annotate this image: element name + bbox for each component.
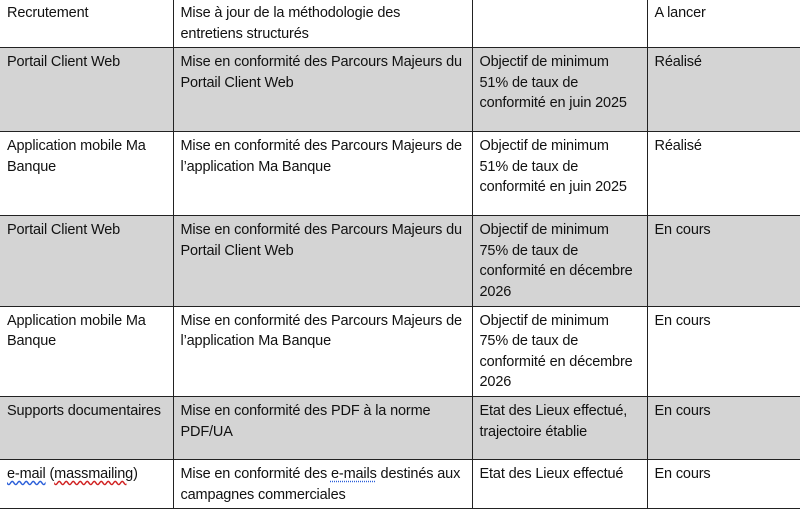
spellcheck-word: massmailing [54, 465, 134, 482]
status-cell: Réalisé [647, 132, 800, 216]
table-row [0, 48, 800, 132]
project-cell: Recrutement [0, 0, 173, 48]
action-cell: Mise en conformité des PDF à la norme PDF/UA [173, 396, 472, 459]
objective-cell: Objectif de minimum 51% de taux de conformité en juin 2025 [472, 132, 647, 216]
cell-text: ( [45, 465, 55, 482]
objective-cell: Objectif de minimum 75% de taux de conformité en décembre 2026 [472, 216, 647, 306]
table-row [0, 0, 800, 48]
action-cell: Mise en conformité des Parcours Majeurs de l’application Ma Banque [173, 306, 472, 396]
table-row [0, 216, 800, 306]
objective-cell: Etat des Lieux effectué, trajectoire établie [472, 396, 647, 459]
project-cell: Portail Client Web [0, 48, 173, 132]
cell-text: ) [133, 465, 138, 482]
status-cell: Réalisé [647, 48, 800, 132]
table-row [0, 132, 800, 216]
objective-cell: Etat des Lieux effectué [472, 459, 647, 508]
action-cell: Mise à jour de la méthodologie des entretiens structurés [173, 0, 472, 48]
status-cell: En cours [647, 216, 800, 306]
project-cell: Application mobile Ma Banque [0, 306, 173, 396]
objective-cell [472, 0, 647, 48]
spellcheck-word: e-mail [7, 465, 46, 482]
project-cell: Supports documentaires [0, 396, 173, 459]
table-row [0, 459, 800, 508]
table-row [0, 396, 800, 459]
project-cell [0, 459, 173, 508]
cell-text: Mise en conformité des [180, 465, 331, 482]
action-cell [173, 459, 472, 508]
status-cell: En cours [647, 396, 800, 459]
action-cell: Mise en conformité des Parcours Majeurs du Portail Client Web [173, 48, 472, 132]
cell-text: destinés aux campagnes commerciales [180, 465, 461, 503]
objective-cell: Objectif de minimum 75% de taux de conformité en décembre 2026 [472, 306, 647, 396]
table-row [0, 306, 800, 396]
status-cell: A lancer [647, 0, 800, 48]
spellcheck-word: e-mails [330, 465, 377, 482]
project-cell: Application mobile Ma Banque [0, 132, 173, 216]
status-cell: En cours [647, 306, 800, 396]
project-cell: Portail Client Web [0, 216, 173, 306]
objective-cell: Objectif de minimum 51% de taux de conformité en juin 2025 [472, 48, 647, 132]
action-cell: Mise en conformité des Parcours Majeurs du Portail Client Web [173, 216, 472, 306]
action-cell: Mise en conformité des Parcours Majeurs de l’application Ma Banque [173, 132, 472, 216]
status-cell: En cours [647, 459, 800, 508]
